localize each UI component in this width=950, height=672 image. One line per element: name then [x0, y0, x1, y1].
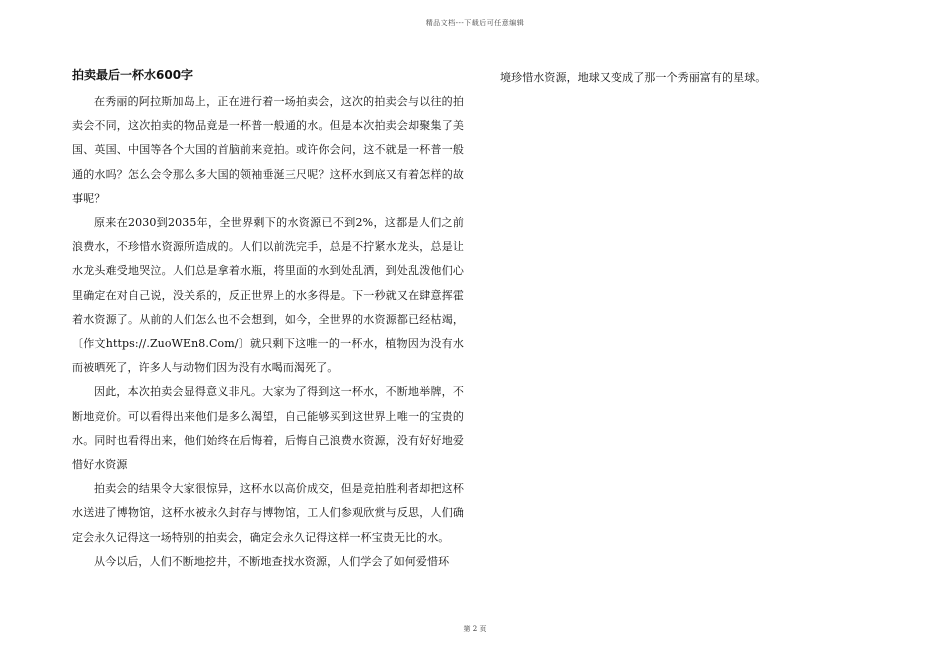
- page-header: 精品文档---下载后可任意编辑: [425, 19, 525, 27]
- paragraph-2: 原来在2030到2035年，全世界剩下的水资源已不到2%，这都是人们之前浪费水，不珍惜水资源所造成的。人们以前洗完手，总是不拧紧水龙头，总是让水龙头难受地哭泣。人们总是拿着水瓶，将里面的水到处乱洒，到处乱泼他们心里确定在对自己说，没关系的，反正世界上的水多得是。下一秒就又在肆意挥霍着水资源了。从前的人们怎么也不会想到，如今，全世界的水资源都已经枯竭，〔作文https://.ZuoWEn8.Com/〕就只剩下这唯一的一杯水，植物因为没有水而被晒死了，许多人与动物们因为没有水喝而渴死了。: [72, 216, 464, 375]
- left-column: [72, 66, 464, 574]
- page-number: 第 2 页: [463, 625, 487, 633]
- article-title: 拍卖最后一杯水600字: [72, 68, 194, 82]
- right-column: [488, 66, 788, 90]
- paragraph-5-continuation: 境珍惜水资源，地球又变成了那一个秀丽富有的星球。: [500, 71, 767, 84]
- paragraph-3: 因此，本次拍卖会显得意义非凡。大家为了得到这一杯水，不断地举牌，不断地竞价。可以看得出来他们是多么渴望，自己能够买到这世界上唯一的宝贵的水。同时也看得出来，他们始终在后悔着，后悔自己浪费水资源，没有好好地爱惜好水资源: [72, 385, 464, 472]
- paragraph-5: 从今以后，人们不断地挖井，不断地查找水资源，人们学会了如何爱惜环: [94, 554, 450, 568]
- paragraph-1: 在秀丽的阿拉斯加岛上，正在进行着一场拍卖会，这次的拍卖会与以往的拍卖会不同，这次拍卖的物品竟是一杯普一般通的水。但是本次拍卖会却聚集了美国、英国、中国等各个大国的首脑前来竞拍。或许你会问，这不就是一杯普一般通的水吗？怎么会令那么多大国的领袖垂涎三尺呢？这杯水到底又有着怎样的故事呢？: [72, 95, 464, 205]
- paragraph-4: 拍卖会的结果令大家很惊异，这杯水以高价成交，但是竞拍胜利者却把这杯水送进了博物馆，这杯水被永久封存与博物馆，工人们参观欣赏与反思，人们确定会永久记得这一场特别的拍卖会，确定会永久记得这样一杯宝贵无比的水。: [72, 482, 464, 544]
